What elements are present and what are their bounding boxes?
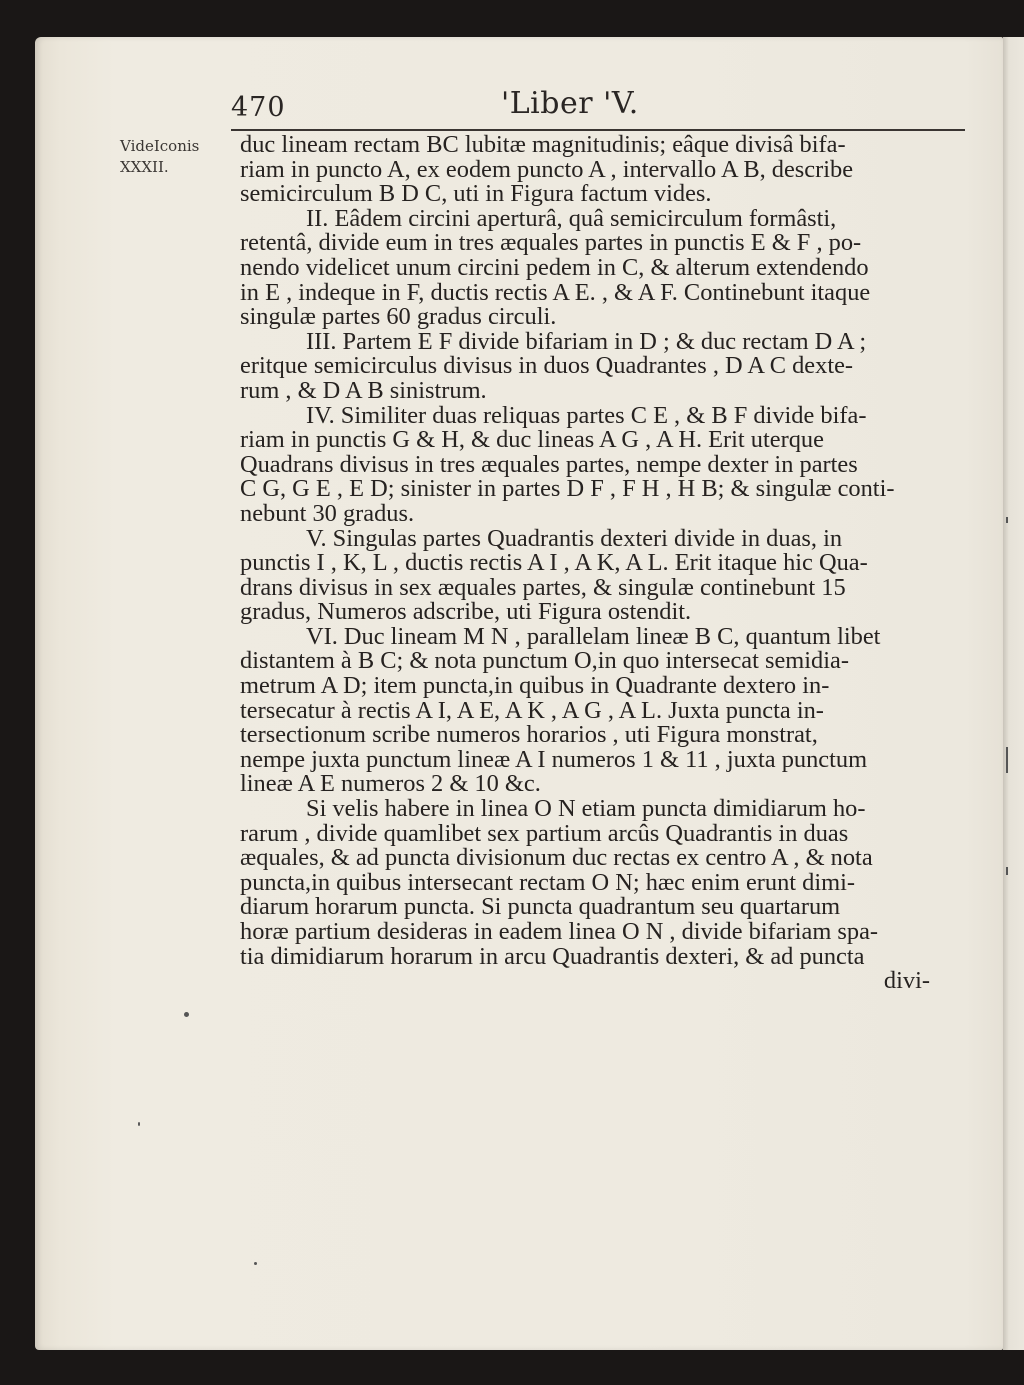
text-line: singulæ partes 60 gradus circuli. bbox=[240, 303, 557, 331]
text-line: nebunt 30 gradus. bbox=[240, 499, 415, 527]
text-line: V. Singulas partes Quadrantis dexteri divide in duas, in bbox=[306, 524, 843, 552]
ink-mark bbox=[1006, 867, 1008, 875]
text-line: Quadrans divisus in tres æquales partes, nempe dexter in partes bbox=[240, 450, 858, 478]
text-line: æquales, & ad puncta divisionum duc rectas ex centro A , & nota bbox=[240, 844, 873, 872]
text-line: nendo videlicet unum circini pedem in C, & alterum extendendo bbox=[240, 253, 869, 281]
page-header bbox=[231, 86, 965, 132]
text-line: IV. Similiter duas reliquas partes C E , & B F divide bifa- bbox=[306, 401, 867, 429]
text-line: tersecatur à rectis A I, A E, A K , A G , A L. Juxta puncta in- bbox=[240, 696, 824, 724]
text-line: distantem à B C; & nota punctum O,in quo intersecat semidia- bbox=[240, 647, 849, 675]
text-line: punctis I , K, L , ductis rectis A I , A K, A L. Erit itaque hic Qua- bbox=[240, 549, 868, 577]
text-line: tia dimidiarum horarum in arcu Quadrantis dexteri, & ad puncta bbox=[240, 942, 865, 970]
text-line: diarum horarum puncta. Si puncta quadrantum seu quartarum bbox=[240, 893, 841, 921]
marginal-note-line: VideIconis bbox=[120, 137, 200, 155]
text-line: semicirculum B D C, uti in Figura factum vides. bbox=[240, 180, 712, 208]
text-line: drans divisus in sex æquales partes, & singulæ continebunt 15 bbox=[240, 573, 846, 601]
text-line: eritque semicirculus divisus in duos Quadrantes , D A C dexte- bbox=[240, 352, 854, 380]
text-line: riam in puncto A, ex eodem puncto A , intervallo A B, describe bbox=[240, 155, 854, 183]
text-line: riam in punctis G & H, & duc lineas A G , A H. Erit uterque bbox=[240, 426, 824, 454]
ink-speck bbox=[184, 1012, 189, 1017]
body-text bbox=[240, 133, 980, 994]
running-head: 'Liber 'V. bbox=[501, 86, 639, 121]
text-line: rum , & D A B sinistrum. bbox=[240, 376, 487, 404]
text-line: metrum A D; item puncta,in quibus in Quadrante dextero in- bbox=[240, 672, 830, 700]
text-line: horæ partium desideras in eadem linea O N , divide bifariam spa- bbox=[240, 918, 879, 945]
ink-mark bbox=[1006, 517, 1008, 523]
ink-speck bbox=[254, 1262, 257, 1265]
text-line: retentâ, divide eum in tres æquales partes in punctis E & F , po- bbox=[240, 229, 862, 257]
text-line: II. Eâdem circini aperturâ, quâ semicirculum formâsti, bbox=[306, 204, 837, 232]
text-line: Si velis habere in linea O N etiam puncta dimidiarum ho- bbox=[306, 795, 866, 823]
adjacent-page-edge bbox=[1003, 37, 1024, 1350]
text-line: rarum , divide quamlibet sex partium arcûs Quadrantis in duas bbox=[240, 819, 849, 847]
text-line: III. Partem E F divide bifariam in D ; & duc rectam D A ; bbox=[306, 327, 867, 355]
text-line: duc lineam rectam BC lubitæ magnitudinis; eâque divisâ bifa- bbox=[240, 131, 846, 158]
text-line: puncta,in quibus intersecant rectam O N; hæc enim erunt dimi- bbox=[240, 868, 856, 896]
ink-mark bbox=[1006, 747, 1008, 773]
marginal-note-line: XXXII. bbox=[120, 158, 169, 176]
ink-speck bbox=[138, 1122, 140, 1126]
catchword: divi- bbox=[883, 967, 930, 995]
text-line: tersectionum scribe numeros horarios , uti Figura monstrat, bbox=[240, 721, 818, 749]
text-line: gradus, Numeros adscribe, uti Figura ostendit. bbox=[240, 598, 692, 626]
text-line: C G, G E , E D; sinister in partes D F , F H , H B; & singulæ conti- bbox=[240, 475, 895, 503]
page-number: 470 bbox=[231, 92, 286, 123]
text-line: nempe juxta punctum lineæ A I numeros 1 & 11 , juxta punctum bbox=[240, 745, 868, 773]
text-line: VI. Duc lineam M N , parallelam lineæ B C, quantum libet bbox=[306, 622, 881, 650]
text-line: lineæ A E numeros 2 & 10 &c. bbox=[240, 770, 541, 798]
marginal-note bbox=[120, 136, 199, 178]
text-line: in E , indeque in F, ductis rectis A E. , & A F. Continebunt itaque bbox=[240, 278, 871, 306]
